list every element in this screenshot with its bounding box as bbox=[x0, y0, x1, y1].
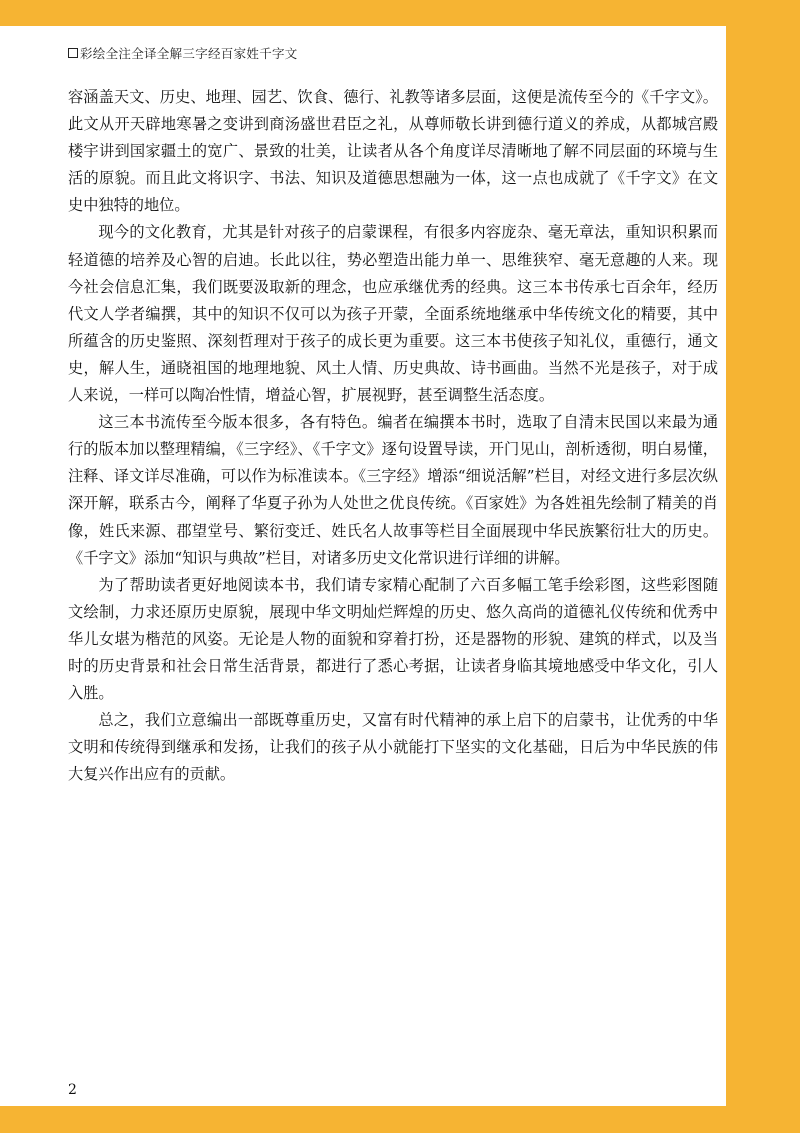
paragraph-2: 现今的文化教育，尤其是针对孩子的启蒙课程，有很多内容庞杂、毫无章法，重知识积累而轻道德的培养及心智的启迪。长此以往，势必塑造出能力单一、思维狭窄、毫无意趣的人来。现今社会信息汇集，我们既要汲取新的理念，也应承继优秀的经典。这三本书传承七百余年，经历代文人学者编撰，其中的知识不仅可以为孩子开蒙，全面系统地继承中华传统文化的精要，其中所蕴含的历史鉴照、深刻哲理对于孩子的成长更为重要。这三本书使孩子知礼仪，重德行，通文史，解人生，通晓祖国的地理地貌、风土人情、历史典故、诗书画曲。当然不光是孩子，对于成人来说，一样可以陶冶性情，增益心智，扩展视野，甚至调整生活态度。 bbox=[68, 223, 718, 405]
square-box-icon bbox=[68, 48, 78, 58]
page-number: 2 bbox=[68, 1082, 77, 1098]
body-text bbox=[68, 84, 718, 788]
paragraph-4: 为了帮助读者更好地阅读本书，我们请专家精心配制了六百多幅工笔手绘彩图，这些彩图随文绘制，力求还原历史原貌，展现中华文明灿烂辉煌的历史、悠久高尚的道德礼仪传统和优秀中华儿女堪为楷范的风姿。无论是人物的面貌和穿着打扮，还是器物的形貌、建筑的样式，以及当时的历史背景和社会日常生活背景，都进行了悉心考据，让读者身临其境地感受中华文化，引人入胜。 bbox=[68, 575, 718, 703]
running-header bbox=[68, 44, 298, 62]
page-sheet bbox=[0, 26, 726, 1106]
paragraph-1: 容涵盖天文、历史、地理、园艺、饮食、德行、礼教等诸多层面，这便是流传至今的《千字文》。此文从开天辟地寒暑之变讲到商汤盛世君臣之礼，从尊师敬长讲到德行道义的养成，从都城宫殿楼宇讲到国家疆土的宽广、景致的壮美，让读者从各个角度详尽清晰地了解不同层面的环境与生活的原貌。而且此文将识字、书法、知识及道德思想融为一体，这一点也成就了《千字文》在文史中独特的地位。 bbox=[68, 88, 718, 215]
paragraph-3: 这三本书流传至今版本很多，各有特色。编者在编撰本书时，选取了自清末民国以来最为通行的版本加以整理精编，《三字经》、《千字文》逐句设置导读，开门见山，剖析透彻，明白易懂，注释、译文详尽准确，可以作为标准读本。《三字经》增添“细说活解”栏目，对经文进行多层次纵深开解，联系古今，阐释了华夏子孙为人处世之优良传统。《百家姓》为各姓祖先绘制了精美的肖像，姓氏来源、郡望堂号、繁衍变迁、姓氏名人故事等栏目全面展现中华民族繁衍壮大的历史。《千字文》添加“知识与典故”栏目，对诸多历史文化常识进行详细的讲解。 bbox=[68, 413, 718, 567]
paragraph-5: 总之，我们立意编出一部既尊重历史，又富有时代精神的承上启下的启蒙书，让优秀的中华文明和传统得到继承和发扬，让我们的孩子从小就能打下坚实的文化基础，日后为中华民族的伟大复兴作出应有的贡献。 bbox=[68, 711, 718, 784]
header-title: 彩绘全注全译全解三字经百家姓千字文 bbox=[80, 46, 298, 61]
